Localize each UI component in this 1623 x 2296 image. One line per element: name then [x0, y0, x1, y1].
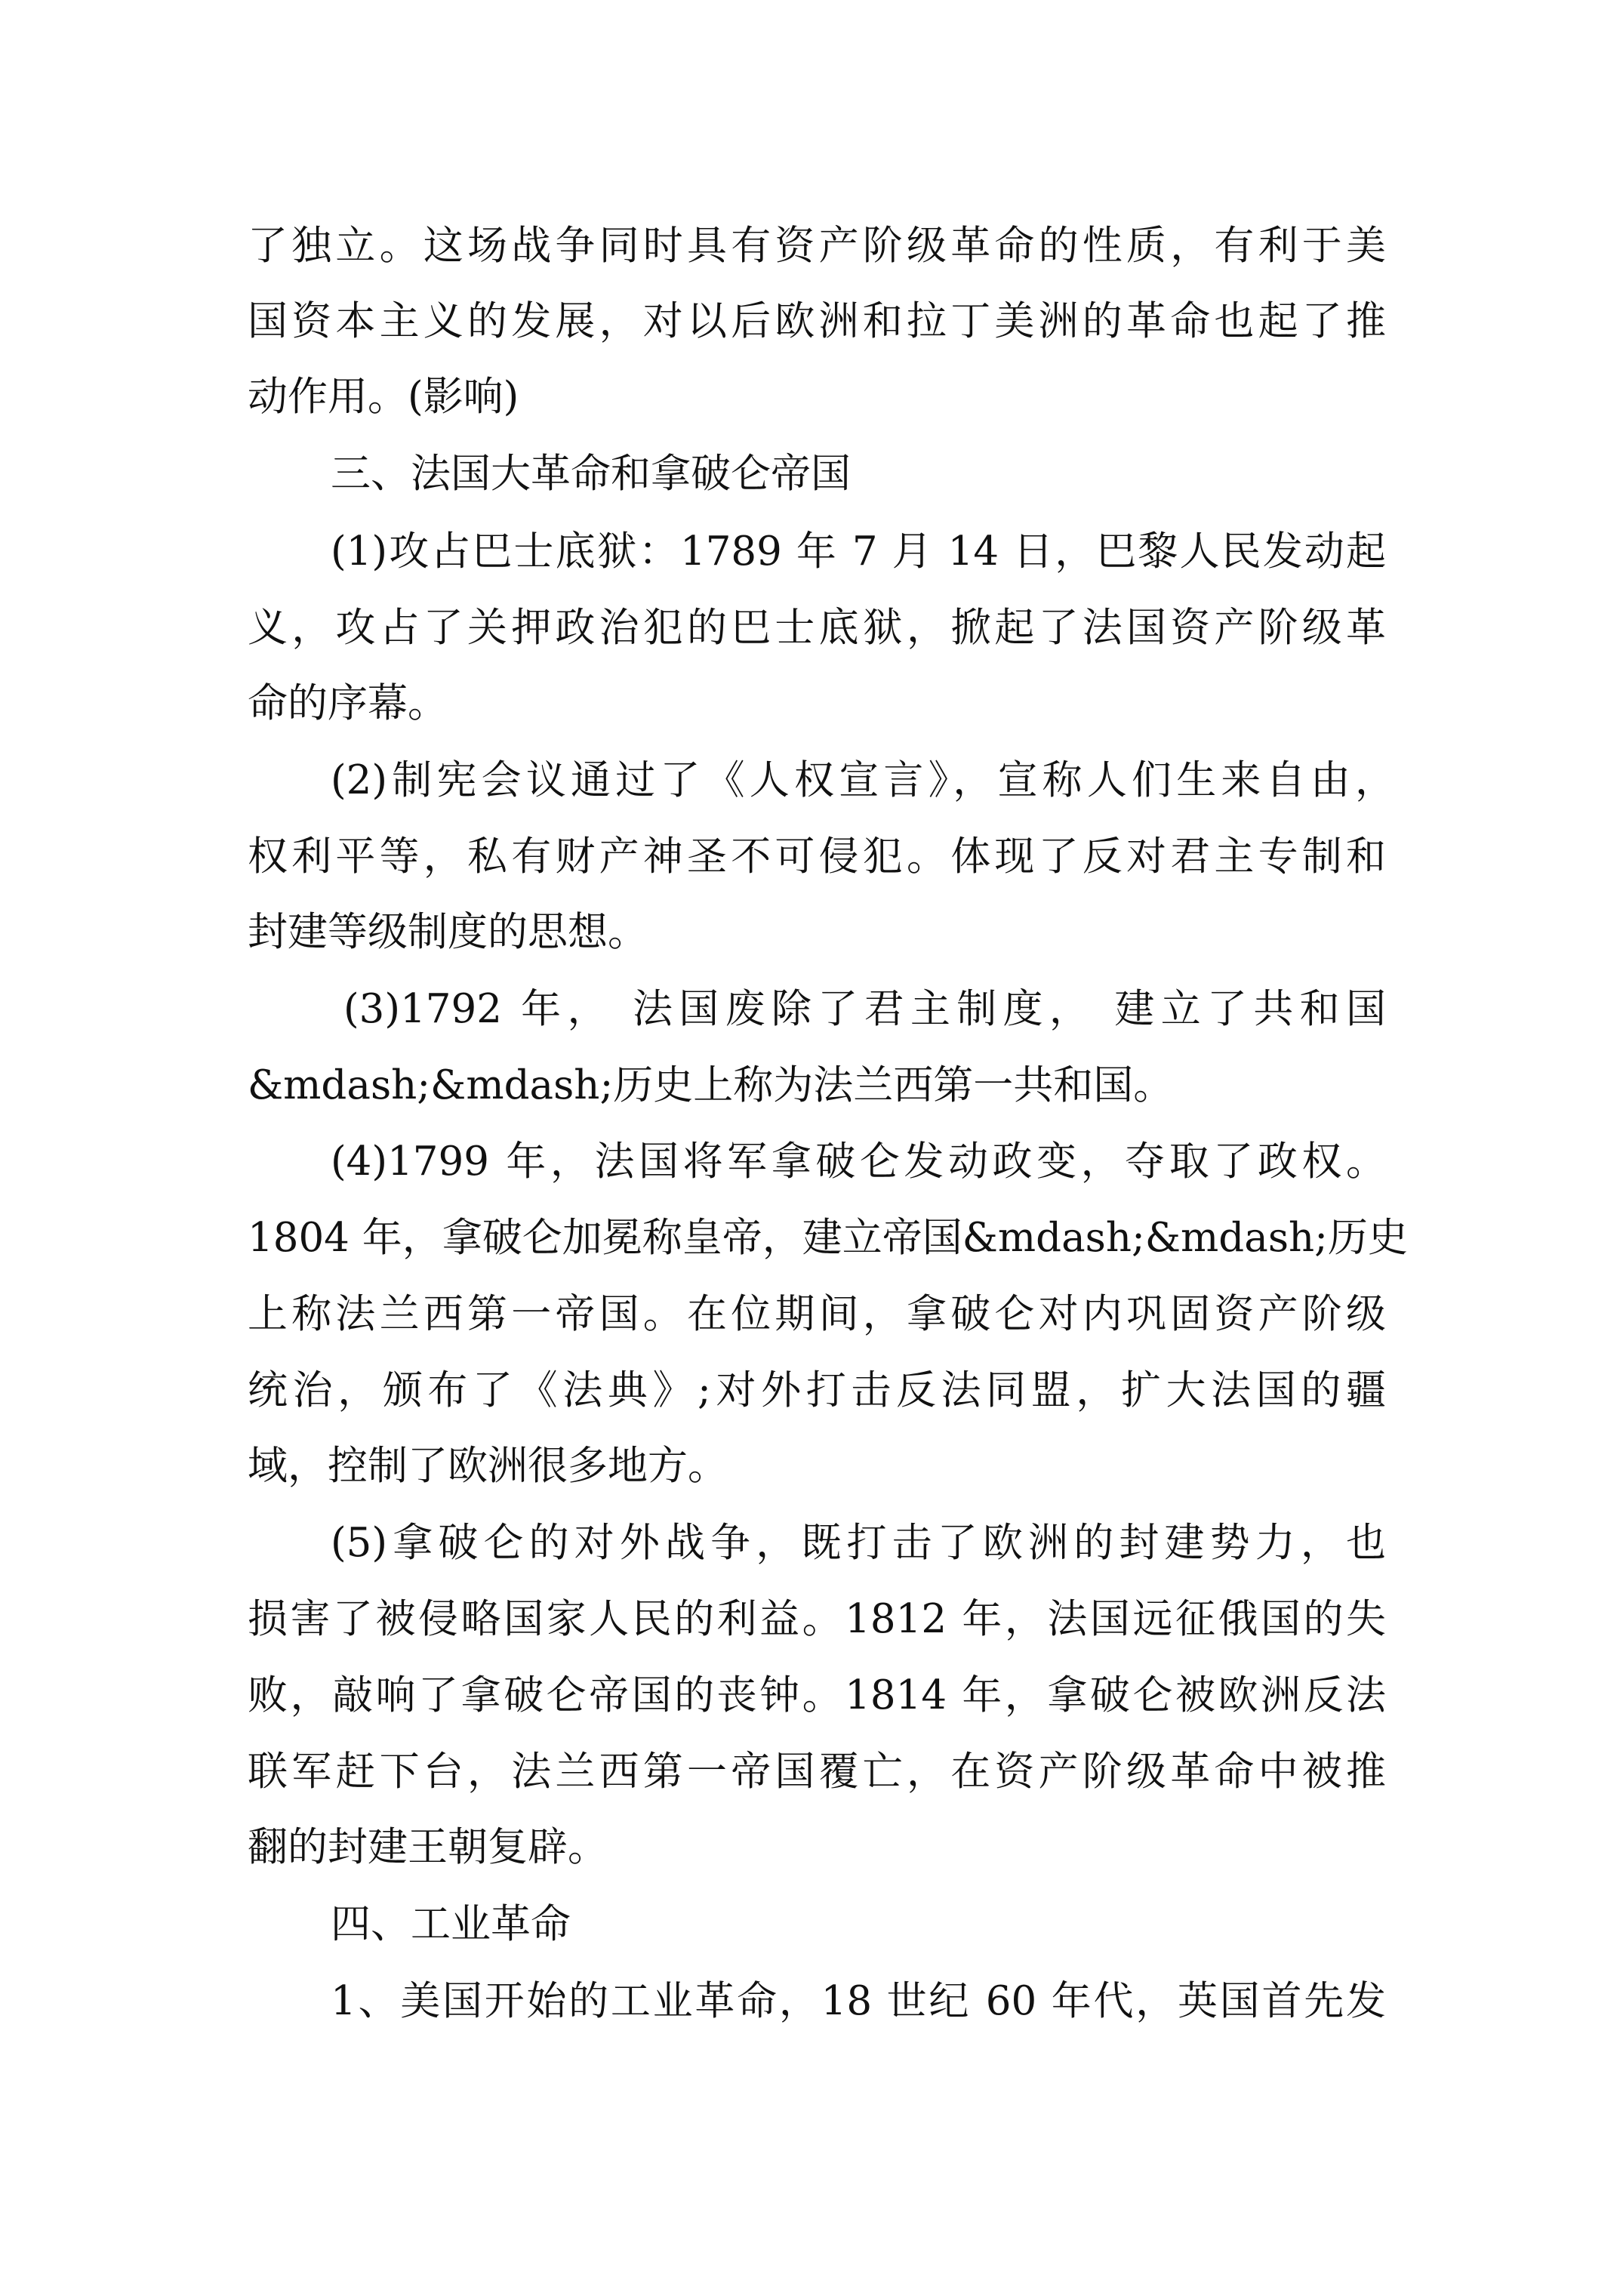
text-line: 联军赶下台，法兰西第一帝国覆亡，在资产阶级革命中被推 [248, 1749, 1386, 1795]
text-line: 义，攻占了关押政治犯的巴士底狱，掀起了法国资产阶级革 [248, 605, 1386, 651]
section-heading: 三、法国大革命和拿破仑帝国 [331, 451, 851, 497]
text-line: 域，控制了欧洲很多地方。 [248, 1443, 728, 1489]
text-line: &mdash;&mdash;历史上称为法兰西第一共和国。 [248, 1062, 1174, 1108]
text-line: 上称法兰西第一帝国。在位期间，拿破仑对内巩固资产阶级 [248, 1291, 1386, 1337]
section-heading: 四、工业革命 [331, 1901, 571, 1947]
text-line: (3)1792 年， 法国废除了君主制度， 建立了共和国 [343, 986, 1386, 1032]
text-line: 损害了被侵略国家人民的利益。1812 年，法国远征俄国的失 [248, 1596, 1386, 1642]
text-line: 命的序幕。 [248, 680, 448, 726]
text-line: 了独立。这场战争同时具有资产阶级革命的性质，有利于美 [248, 223, 1386, 269]
text-line: (4)1799 年，法国将军拿破仑发动政变，夺取了政权。 [331, 1139, 1386, 1185]
text-line: 动作用。(影响) [248, 374, 519, 420]
text-line: 败，敲响了拿破仑帝国的丧钟。1814 年，拿破仑被欧洲反法 [248, 1672, 1386, 1718]
text-line: 1、美国开始的工业革命，18 世纪 60 年代，英国首先发 [331, 1978, 1386, 2024]
text-line: (5)拿破仑的对外战争，既打击了欧洲的封建势力，也 [331, 1520, 1386, 1566]
text-line: 封建等级制度的思想。 [248, 909, 648, 955]
text-line: (2)制宪会议通过了《人权宣言》，宣称人们生来自由， [331, 757, 1395, 803]
text-line: (1)攻占巴士底狱：1789 年 7 月 14 日，巴黎人民发动起 [331, 529, 1386, 575]
text-line: 翻的封建王朝复辟。 [248, 1824, 608, 1870]
text-line: 国资本主义的发展，对以后欧洲和拉丁美洲的革命也起了推 [248, 298, 1386, 344]
text-line: 1804 年，拿破仑加冕称皇帝，建立帝国&mdash;&mdash;历史 [248, 1215, 1409, 1261]
text-line: 统治，颁布了《法典》;对外打击反法同盟，扩大法国的疆 [248, 1367, 1386, 1413]
text-line: 权利平等，私有财产神圣不可侵犯。体现了反对君主专制和 [248, 834, 1386, 880]
